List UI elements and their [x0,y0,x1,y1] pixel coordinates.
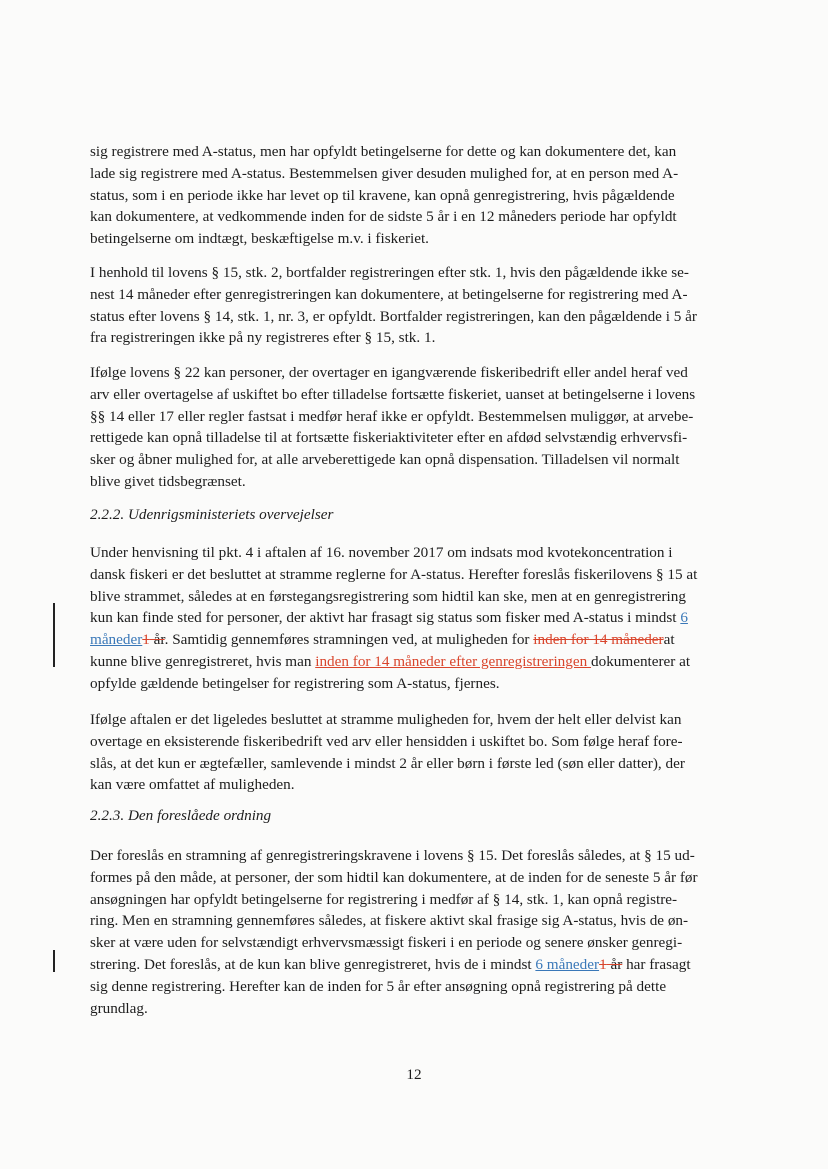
line-text: . Samtidig gennemføres stramningen ved, at muligheden for [164,631,534,649]
paragraph-line: I henhold til lovens § 15, stk. 2, bortfalder registreringen efter stk. 1, hvis den pågældende ikke se- [90,264,689,281]
line-text: har frasagt [622,955,691,973]
paragraph-line: §§ 14 eller 17 eller regler fastsat i medfør heraf ikke er opfyldt. Bestemmelsen muliggør, at arvebe- [90,407,694,425]
paragraph-line: arv eller overtagelse af uskiftet bo efter tilladelse fortsætte fiskeriet, uanset at betingelserne i lovens [90,385,696,403]
line-text: strering. Det foreslås, at de kun kan blive genregistreret, hvis de i mindst [90,955,536,973]
section-heading-2-2-3: 2.2.3. Den foreslåede ordning [90,807,272,824]
paragraph-line [90,607,730,629]
tracked-deletion: år [606,955,623,973]
tracked-insertion: 6 måneder [535,955,600,973]
paragraph-line: sig registrere med A-status, men har opfyldt betingelserne for dette og kan dokumentere det, kan [90,143,677,160]
paragraph-line: blive givet tidsbegrænset. [90,472,246,490]
tracked-insertion: inden for 14 måneder efter genregistreringen [315,652,592,670]
paragraph-line: Ifølge lovens § 22 kan personer, der overtager en igangværende fiskeribedrift eller andel heraf ved [90,364,688,381]
paragraph-1 [90,141,730,250]
paragraph-line: Ifølge aftalen er det ligeledes besluttet at stramme muligheden for, hvem der helt eller delvist kan [90,711,682,728]
paragraph-line: dansk fiskeri er det besluttet at stramme reglerne for A-status. Herefter foreslås fiskerilovens § 15 at [90,565,698,583]
paragraph-line: fra registreringen ikke på ny registreres efter § 15, stk. 1. [90,329,436,347]
paragraph-line [90,651,730,673]
tracked-deletion: inden for 14 måneder [533,631,664,649]
paragraph-line: sker at være uden for selvstændigt erhvervsmæssigt fiskeri i en periode og senere ønsker genregi- [90,934,683,952]
section-heading-2-2-2: 2.2.2. Udenrigsministeriets overvejelser [90,506,334,523]
line-text: at [663,631,675,649]
paragraph-line [90,629,730,651]
paragraph-line: slås, at det kun er ægtefæller, samlevende i mindst 2 år eller børn i første led (søn eller datter), der [90,754,685,772]
paragraph-line: kan være omfattet af muligheden. [90,776,295,794]
paragraph-line: nest 14 måneder efter genregistreringen kan dokumentere, at betingelserne for registrering med A- [90,285,688,303]
tracked-insertion: måneder [90,631,143,649]
paragraph-line: kan dokumentere, at vedkommende inden for de sidste 5 år i en 12 måneders periode har opfyldt [90,208,677,226]
paragraph-line: ring. Men en stramning gennemføres således, at fiskere aktivt skal frasige sig A-status, hvis de øn- [90,912,689,930]
paragraph-line: formes på den måde, at personer, der som hidtil kan dokumentere, at de inden for de seneste 5 år før [90,868,698,886]
change-bar [53,603,55,667]
paragraph-line: status efter lovens § 14, stk. 1, nr. 3, er opfyldt. Bortfalder registreringen, kan den pågældende i 5 år [90,307,697,325]
paragraph-line: rettigede kan opnå tilladelse til at fortsætte fiskeriaktiviteter efter en afdød selvstændig erhvervsfi- [90,429,688,447]
tracked-insertion: 6 [680,609,688,627]
paragraph-line: betingelserne om indtægt, beskæftigelse m.v. i fiskeriet. [90,230,429,248]
paragraph-3 [90,362,730,493]
paragraph-line: overtage en eksisterende fiskeribedrift ved arv eller hensidden i uskiftet bo. Som følge heraf fore- [90,732,683,750]
paragraph-line: sker og åbner mulighed for, at alle arveberettigede kan opnå dispensation. Tilladelsen vil normalt [90,451,680,469]
paragraph-line: grundlag. [90,999,148,1017]
paragraph-line: Der foreslås en stramning af genregistreringskravene i lovens § 15. Det foreslås således, at § 15 ud- [90,847,695,864]
line-text: kun kan finde sted for personer, der aktivt har frasagt sig status som fisker med A-status i mindst [90,609,681,627]
paragraph-line: status, som i en periode ikke har levet op til kravene, kan opnå genregistrering, hvis pågældende [90,186,675,204]
page-number: 12 [406,1066,422,1083]
line-text: kunne blive genregistreret, hvis man [90,652,316,670]
paragraph-2 [90,262,730,349]
tracked-deletion: år [149,631,165,649]
tracked-deletion: 1 [599,955,607,973]
paragraph-5 [90,709,730,796]
paragraph-line: ansøgningen har opfyldt betingelserne for registrering i medfør af § 14, stk. 1, kan opnå registre- [90,890,678,908]
paragraph-line: sig denne registrering. Herefter kan de inden for 5 år efter ansøgning opnå registrering på dette [90,977,667,995]
paragraph-line: lade sig registrere med A-status. Bestemmelsen giver desuden mulighed for, at en person med A- [90,164,679,182]
change-bar [53,950,55,972]
line-text: dokumenterer at [591,652,691,670]
tracked-deletion: 1 [142,631,150,649]
paragraph-line [90,954,730,976]
paragraph-line: Under henvisning til pkt. 4 i aftalen af 16. november 2017 om indsats mod kvotekoncentration i [90,544,673,561]
paragraph-line: opfylde gældende betingelser for registrering som A-status, fjernes. [90,674,500,692]
paragraph-4 [90,542,730,695]
paragraph-line: blive strammet, således at en førstegangsregistrering som hidtil kan ske, men at en genregistrering [90,587,686,605]
paragraph-6 [90,845,730,1019]
